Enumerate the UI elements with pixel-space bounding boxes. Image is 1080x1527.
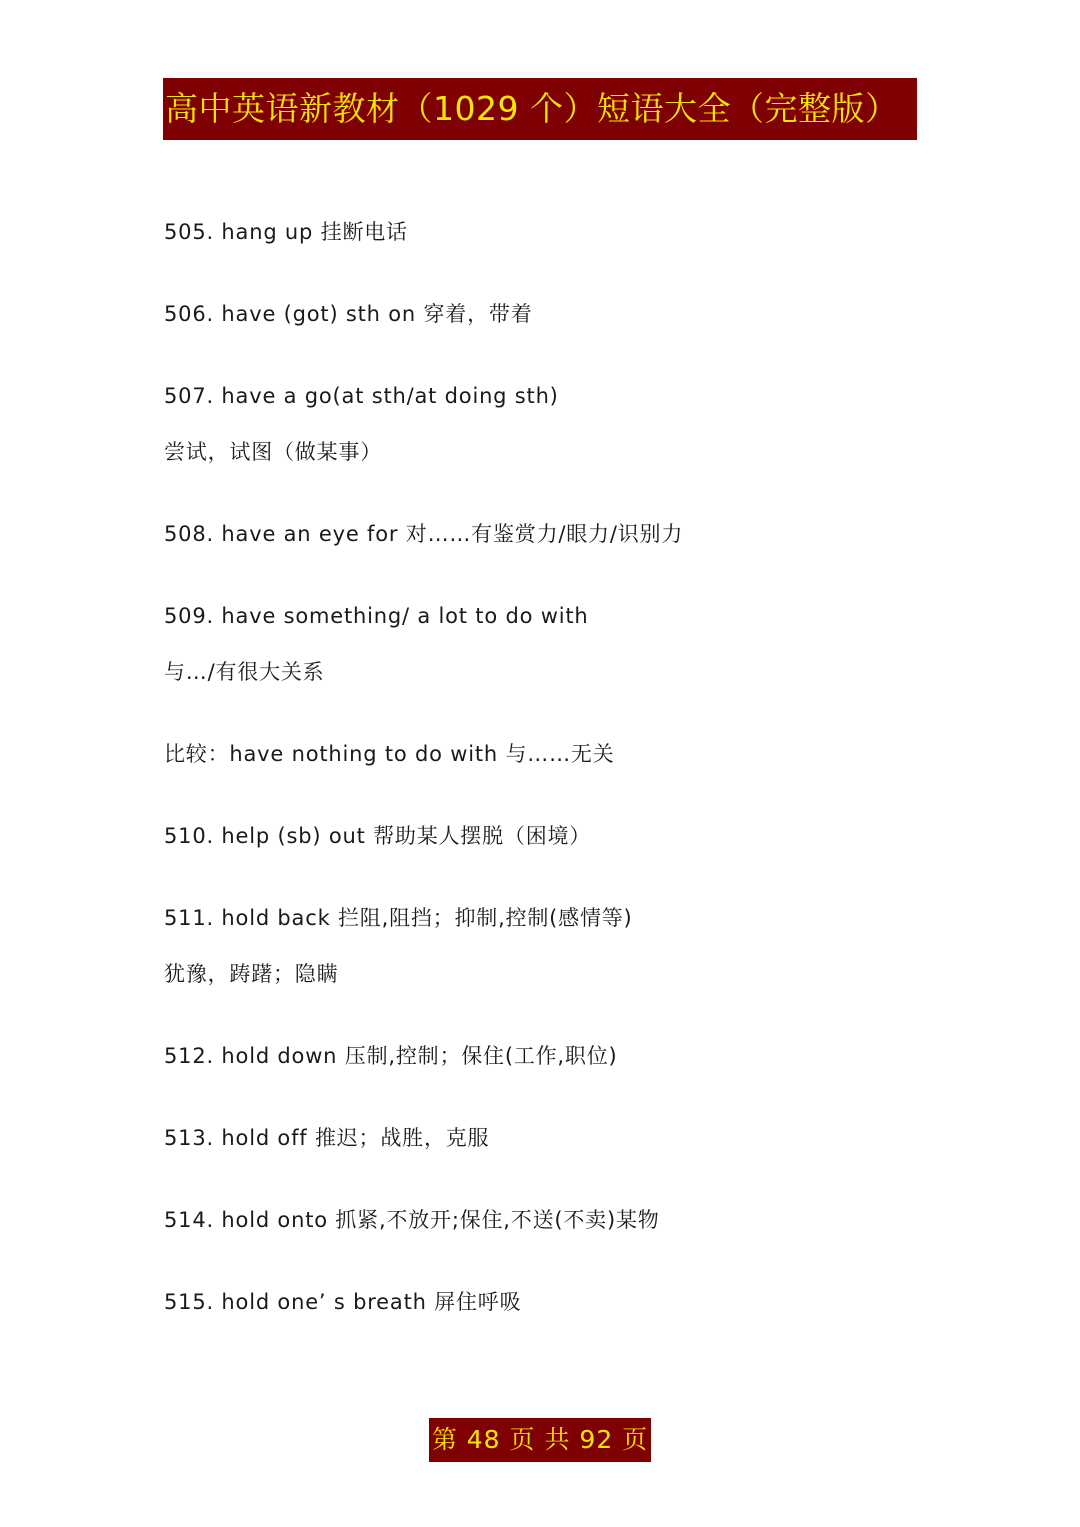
phrase-509-comparison: 比较：have nothing to do with 与……无关 (164, 742, 615, 766)
phrase-513: 513. hold off 推迟；战胜，克服 (164, 1126, 490, 1150)
phrase-510: 510. help (sb) out 帮助某人摆脱（困境） (164, 824, 592, 848)
phrase-515: 515. hold one’ s breath 屏住呼吸 (164, 1290, 522, 1314)
page-number: 第 48 页 共 92 页 (429, 1418, 651, 1462)
phrase-507-meaning: 尝试，试图（做某事） (164, 440, 382, 464)
phrase-509: 509. have something/ a lot to do with (164, 604, 589, 628)
phrase-509-meaning: 与…/有很大关系 (164, 660, 325, 684)
phrase-506: 506. have (got) sth on 穿着，带着 (164, 302, 533, 326)
phrase-505: 505. hang up 挂断电话 (164, 220, 408, 244)
phrase-514: 514. hold onto 抓紧,不放开;保住,不送(不卖)某物 (164, 1208, 660, 1232)
phrase-508: 508. have an eye for 对……有鉴赏力/眼力/识别力 (164, 522, 684, 546)
phrase-511: 511. hold back 拦阻,阻挡；抑制,控制(感情等) (164, 906, 633, 930)
phrase-511-meaning: 犹豫，踌躇；隐瞒 (164, 962, 339, 986)
phrase-507: 507. have a go(at sth/at doing sth) (164, 384, 559, 408)
phrase-list (164, 212, 924, 1322)
page-title: 高中英语新教材（1029 个）短语大全（完整版） (163, 78, 917, 140)
phrase-512: 512. hold down 压制,控制；保住(工作,职位) (164, 1044, 618, 1068)
